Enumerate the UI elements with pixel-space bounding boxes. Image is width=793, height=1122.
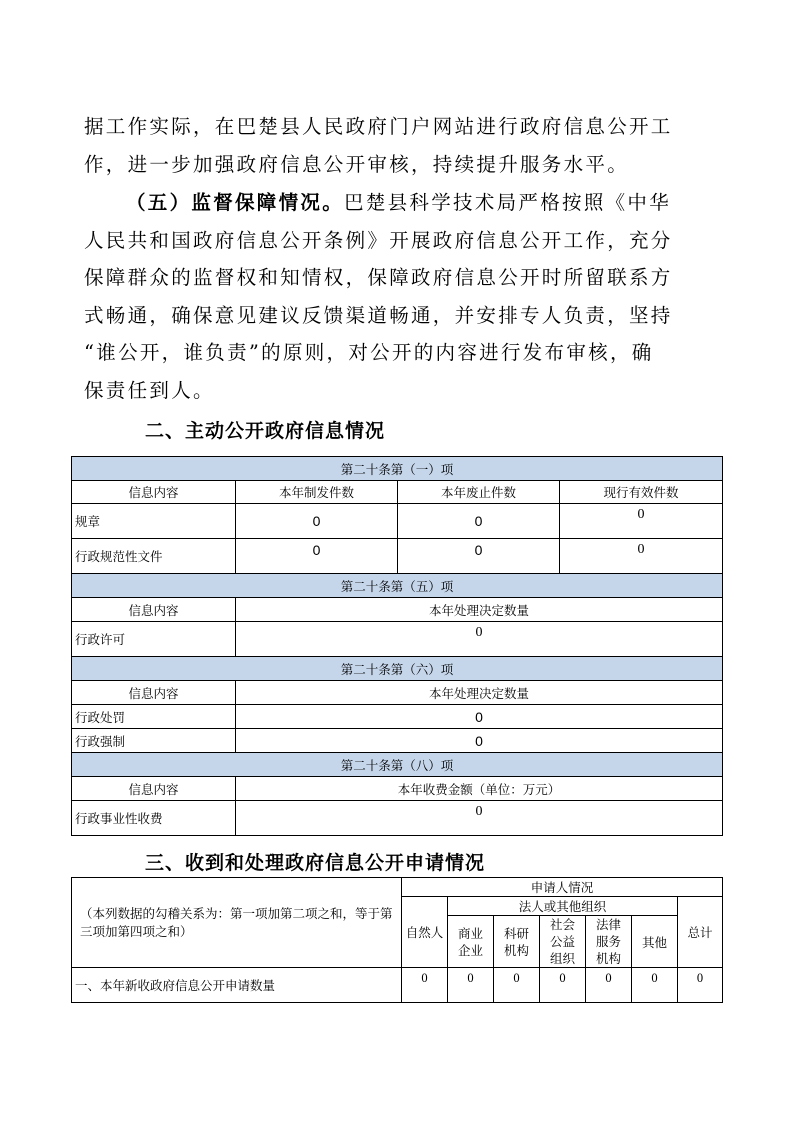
application-table (71, 877, 723, 1003)
col-header-made: 本年制发件数 (236, 481, 398, 504)
band-article-20-5: 第二十条第（五）项 (72, 574, 723, 598)
col-header-info-5: 信息内容 (72, 598, 236, 622)
row-rules-current: 0 (560, 504, 723, 539)
natural-person-header: 自然人 (402, 897, 448, 968)
col-header-decisions-5: 本年处理决定数量 (236, 598, 723, 622)
row-penalty-value: 0 (236, 705, 723, 729)
row-fee-value: 0 (236, 801, 723, 836)
row-fee-label: 行政事业性收费 (72, 801, 236, 836)
row1-label: 一、本年新收政府信息公开申请数量 (72, 968, 402, 1003)
intro-paragraph (84, 108, 724, 183)
supervision-line-6: 保责任到人。 (84, 378, 215, 402)
row-rules-abolished: 0 (398, 504, 560, 539)
legal-org-header: 法人或其他组织 (448, 897, 678, 916)
row-rules-made: 0 (236, 504, 398, 539)
row-enforce-value: 0 (236, 729, 723, 753)
supervision-line-4: 式畅通，确保意见建议反馈渠道畅通，并安排专人负责，坚持 (84, 303, 673, 327)
supervision-line-1: 巴楚县科学技术局严格按照《中华 (344, 191, 672, 214)
col-header-abolished: 本年废止件数 (398, 481, 560, 504)
row-penalty-label: 行政处罚 (72, 705, 236, 729)
band-article-20-8: 第二十条第（八）项 (72, 753, 723, 777)
row1-research: 0 (494, 968, 540, 1003)
supervision-line-5: “谁公开，谁负责”的原则，对公开的内容进行发布审核，确 (84, 341, 654, 365)
col-header-decisions-6: 本年处理决定数量 (236, 681, 723, 705)
row1-legal-service: 0 (586, 968, 632, 1003)
intro-line-1: 据工作实际，在巴楚县人民政府门户网站进行政府信息公开工 (84, 115, 673, 138)
supervision-line-3: 保障群众的监督权和知情权，保障政府信息公开时所留联系方 (84, 266, 673, 290)
col-header-fee: 本年收费金额（单位：万元） (236, 777, 723, 801)
row-norms-current: 0 (560, 539, 723, 574)
commercial-header: 商业企业 (448, 916, 494, 968)
supervision-paragraph (84, 184, 724, 410)
section-2-title: 二、主动公开政府信息情况 (145, 420, 386, 442)
row-permit-label: 行政许可 (72, 622, 236, 657)
applicant-header: 申请人情况 (402, 878, 723, 897)
row-norms-label: 行政规范性文件 (72, 539, 236, 574)
row1-other: 0 (632, 968, 678, 1003)
proactive-disclosure-table (71, 456, 723, 836)
col-header-info: 信息内容 (72, 481, 236, 504)
row1-social: 0 (540, 968, 586, 1003)
supervision-lead: （五）监督保障情况。 (126, 191, 345, 214)
col-header-current: 现行有效件数 (560, 481, 723, 504)
col-header-info-8: 信息内容 (72, 777, 236, 801)
row-rules-label: 规章 (72, 504, 236, 539)
row-norms-abolished: 0 (398, 539, 560, 574)
band-article-20-6: 第二十条第（六）项 (72, 657, 723, 681)
row1-natural-person: 0 (402, 968, 448, 1003)
other-header: 其他 (632, 916, 678, 968)
band-article-20-1: 第二十条第（一）项 (72, 457, 723, 481)
research-header: 科研机构 (494, 916, 540, 968)
row-permit-value: 0 (236, 622, 723, 657)
row1-total: 0 (678, 968, 723, 1003)
consistency-note: （本列数据的勾稽关系为：第一项加第二项之和，等于第三项加第四项之和） (72, 878, 402, 968)
total-header: 总计 (678, 897, 723, 968)
col-header-info-6: 信息内容 (72, 681, 236, 705)
row-enforce-label: 行政强制 (72, 729, 236, 753)
row-norms-made: 0 (236, 539, 398, 574)
legal-service-header: 法律服务机构 (586, 916, 632, 968)
supervision-line-2: 人民共和国政府信息公开条例》开展政府信息公开工作，充分 (84, 228, 673, 252)
intro-line-2: 作，进一步加强政府信息公开审核，持续提升服务水平。 (84, 152, 630, 176)
row1-commercial: 0 (448, 968, 494, 1003)
section-3-title: 三、收到和处理政府信息公开申请情况 (145, 852, 486, 874)
social-header: 社会公益组织 (540, 916, 586, 968)
